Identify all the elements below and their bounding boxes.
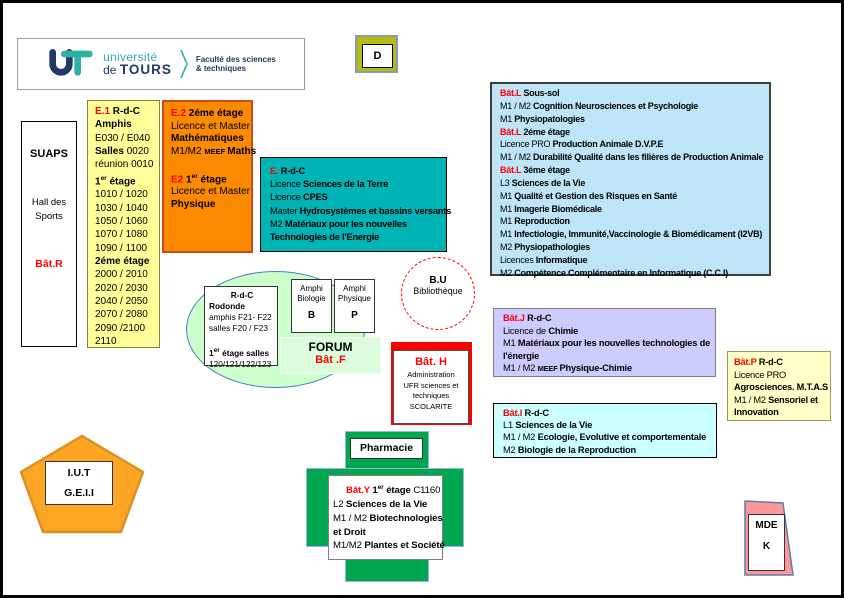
text-line: Licence PRO Production Animale D.V.P.E — [500, 139, 664, 150]
building-y — [328, 475, 443, 560]
text-line: 2020 / 2030 — [95, 282, 148, 294]
text-line: Licence et Master — [171, 120, 250, 132]
text-line: Licence de Chimie — [503, 325, 579, 336]
text-line: 2040 / 2050 — [95, 296, 148, 308]
text-line: Bât.L 2éme étage — [500, 126, 570, 137]
text-line: Bât.J R-d-C — [503, 313, 552, 323]
building-mde-label: MDE K — [748, 514, 785, 571]
text-line: Licence Sciences de la Terre — [270, 179, 389, 190]
text-line: 1090 / 1100 — [95, 242, 148, 254]
university-logo — [17, 38, 305, 90]
building-p — [727, 351, 831, 421]
text-line: Salles 0020 — [95, 146, 149, 158]
text-line: UFR sciences et — [403, 380, 459, 390]
building-i — [493, 403, 717, 458]
text-line: M1 Physiopatologies — [500, 113, 585, 124]
text-line: M1 / M2 Cognition Neurosciences et Psychologie — [500, 100, 699, 111]
text-line: M1/M2 Plantes et Société — [333, 540, 445, 552]
suaps-title: SUAPS — [30, 148, 68, 160]
library-bu — [401, 257, 475, 330]
text-line: 1er étage — [95, 174, 136, 188]
text-line: Rodonde — [209, 301, 245, 311]
building-h-services — [394, 370, 468, 412]
text-line: 2110 — [95, 336, 117, 348]
text-line: Bât.Y 1er étage C1160 — [346, 484, 441, 497]
logo-wordmark — [103, 51, 172, 77]
building-l — [490, 82, 771, 276]
text-line: techniques — [412, 391, 450, 400]
text-line: E2 1er étage — [171, 172, 227, 185]
building-h-card — [393, 350, 469, 424]
text-line: Amphis — [95, 119, 132, 131]
text-line: E.1 R-d-C — [95, 106, 141, 117]
amphi-biologie-letter: B — [307, 310, 316, 321]
text-line: Licence PRO — [734, 369, 787, 380]
text-line: L2 Sciences de la Vie — [333, 498, 428, 510]
ut-monogram-icon — [46, 47, 96, 81]
amphi-physique-letter: P — [351, 310, 358, 321]
text-line: Licence et Master — [171, 186, 250, 198]
text-line: Technologies de l'Energie — [270, 232, 380, 243]
text-line: Administration — [407, 370, 455, 379]
text-line: M1 / M2 MEEF Physique-Chimie — [503, 363, 632, 374]
text-line: R-d-C — [230, 290, 254, 300]
text-line: E030 / E040 — [95, 132, 151, 144]
text-line: M2 Biologie de la Reproduction — [503, 444, 636, 455]
text-line: 1050 / 1060 — [95, 216, 148, 228]
amphi-biologie: Amphi Biologie B — [291, 279, 332, 333]
text-line: M1 Reproduction — [500, 216, 570, 227]
text-line: 120/121/122/123 — [209, 358, 272, 369]
text-line: 1er étage salles — [209, 347, 270, 358]
text-line: M1 / M2 Sensoriel et — [734, 394, 818, 405]
building-h — [391, 342, 472, 425]
text-line: amphis F21- F22 — [209, 312, 272, 322]
text-line: M1 / M2 Biotechnologies — [333, 512, 443, 524]
text-line: M2 Compétence Complémentaire en Informatique (C.C.I) — [500, 267, 729, 278]
text-line: 2070 / 2080 — [95, 309, 148, 321]
text-line: et Droit — [333, 526, 366, 538]
text-line: Master Hydrosystèmes et bassins versants — [270, 205, 452, 216]
building-r-label: Bât.R — [35, 258, 63, 270]
rotonde-box — [204, 286, 278, 369]
building-suaps — [21, 121, 77, 347]
logo-detours-text: de TOURS — [103, 62, 172, 77]
bu-subtitle: Bibliothèque — [413, 286, 463, 296]
text-line: Bât.L Sous-sol — [500, 88, 560, 98]
text-line: 2090 /2100 — [95, 322, 146, 334]
text-line: Licence CPES — [270, 192, 328, 203]
text-line: E. R-d-C — [270, 166, 306, 176]
text-line: L1 Sciences de la Vie — [503, 420, 593, 431]
text-line: M1 / M2 Durabilité Qualité dans les filières de Production Animale — [500, 152, 764, 163]
text-line: 1010 / 1020 — [95, 189, 148, 201]
text-line: Physique — [171, 198, 216, 210]
text-line: L3 Sciences de la Vie — [500, 177, 586, 188]
text-line: Bât.L 3éme étage — [500, 165, 570, 176]
faculty-name: Faculté des sciences & techniques — [195, 54, 276, 73]
forum-title: FORUM — [308, 340, 353, 354]
building-forum — [280, 337, 381, 374]
text-line: SCOLARITE — [409, 401, 453, 411]
text-line: Innovation — [734, 407, 779, 418]
building-h-title: Bât. H — [415, 356, 447, 368]
text-line — [209, 334, 275, 345]
text-line: M1 Imagerie Biomédicale — [500, 203, 602, 214]
logo-universite-text: université — [103, 50, 158, 64]
text-line: 2000 / 2010 — [95, 269, 148, 281]
text-line: E.2 2éme étage — [171, 108, 244, 119]
text-line: 2éme étage — [95, 256, 150, 268]
building-e1 — [87, 100, 160, 348]
building-d — [355, 35, 398, 73]
text-line — [171, 158, 251, 171]
building-e — [260, 157, 452, 252]
text-line: M1 / M2 Ecologie, Evolutive et comportementale — [503, 432, 707, 443]
text-line: M1 Matériaux pour les nouvelles technologies de — [503, 338, 711, 349]
text-line: 1070 / 1080 — [95, 229, 148, 241]
suaps-hall-label: Hall des Sports — [31, 197, 67, 222]
text-line: 1030 / 1040 — [95, 202, 148, 214]
building-j — [493, 308, 716, 377]
text-line: M1/M2 MEEF Maths — [171, 145, 257, 157]
building-iut-label: I.U.T G.E.I.I — [45, 461, 113, 505]
building-d-label: D — [362, 44, 393, 68]
text-line: M1 Infectiologie, Immunité,Vaccinologie & Biomédicament (I2VB) — [500, 229, 763, 240]
building-e2 — [162, 100, 257, 253]
text-line: M2 Matériaux pour les nouvelles — [270, 218, 407, 229]
text-line: Licences Informatique — [500, 254, 588, 265]
text-line: Agrosciences. M.T.A.S — [734, 382, 828, 393]
text-line: salles F20 / F23 — [209, 323, 269, 333]
bracket-icon — [179, 49, 189, 79]
building-f-label: Bât .F — [315, 354, 346, 366]
bu-title: B.U — [429, 275, 447, 286]
text-line: Bât.I R-d-C — [503, 408, 549, 418]
text-line: l'énergie — [503, 350, 540, 361]
text-line: Bât.P R-d-C — [734, 357, 783, 367]
pharmacie-sign: Pharmacie — [350, 438, 423, 459]
amphi-physique: Amphi Physique P — [334, 279, 375, 333]
text-line: M2 Physiopathologies — [500, 242, 591, 253]
text-line: Mathématiques — [171, 133, 244, 144]
text-line: réunion 0010 — [95, 159, 154, 171]
text-line: M1 Qualité et Gestion des Risques en Santé — [500, 190, 678, 201]
